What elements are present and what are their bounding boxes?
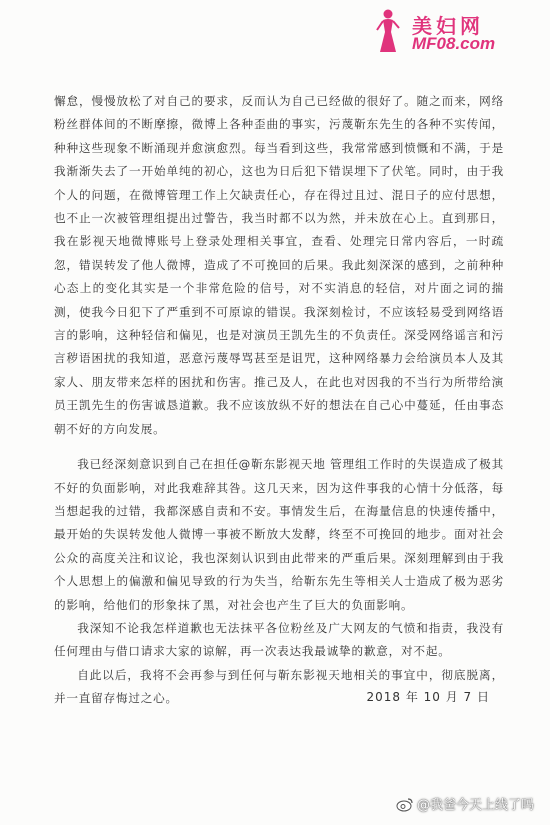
paragraph-2: 我已经深刻意识到自己在担任@靳东影视天地 管理组工作时的失误造成了极其不好的负面影响，对此我难辞其咎。这几天来，因为这件事我的心情十分低落，每当想起我的过错，我都深感自责和不安。事情发生后，在海量信息的快速传播中，最开始的失误转发他人微博一事被不断放大发酵，终至不可挽回的地步。面对社会公众的高度关注和议论，我也深刻认识到由此带来的严重后果。深刻理解到由于我个人思想上的偏激和偏见导致的行为失当，给靳东先生等相关人士造成了极为恶劣的影响，给他们的形象抹了黑，对社会也产生了巨大的负面影响。 bbox=[54, 457, 504, 612]
paragraph-3: 我深知不论我怎样道歉也无法抹平各位粉丝及广大网友的气愤和指责，我没有任何理由与借口请求大家的谅解，再一次表达我最诚挚的歉意，对不起。 bbox=[54, 620, 504, 659]
weibo-icon bbox=[396, 796, 414, 812]
site-logo[interactable] bbox=[372, 8, 532, 56]
weibo-watermark bbox=[396, 794, 534, 813]
woman-silhouette-icon bbox=[374, 8, 402, 54]
watermark-text: @我爸今天上线了吗 bbox=[416, 798, 534, 813]
statement-date: 2018 年 10 月 7 日 bbox=[366, 690, 490, 704]
logo-name: 美妇网 bbox=[412, 14, 484, 38]
paragraph-4: 自此以后，我将不会再参与到任何与靳东影视天地相关的事宜中，彻底脱离，并一直留存悔过之心。 bbox=[54, 667, 504, 706]
paragraph-1: 懈怠，慢慢放松了对自己的要求，反而认为自己已经做的很好了。随之而来，网络粉丝群体间的不断摩擦，微博上各种歪曲的事实，污蔑靳东先生的各种不实传闻，种种这些现象不断涌现并愈演愈烈。每当看到这些，我常常感到愤慨和不满，于是我渐渐失去了一开始单纯的初心，这也为日后犯下错误埋下了伏笔。同时，由于我个人的问题，在微博管理工作上欠缺责任心，存在得过且过、混日子的应付思想，也不止一次被管理组提出过警告，我当时都不以为然，并未放在心上。直到那日，我在影视天地微博账号上登录处理相关事宜，查看、处理完日常内容后，一时疏忽，错误转发了他人微博，造成了不可挽回的后果。我此刻深深的感到，之前种种心态上的变化其实是一个非常危险的信号，对不实消息的轻信，对片面之词的揣测，使我今日犯下了严重到不可原谅的错误。我深刻检讨，不应该轻易受到网络语言的影响，这种轻信和偏见，也是对演员王凯先生的不负责任。深受网络谣言和污言秽语困扰的我知道，恶意污蔑辱骂甚至是诅咒，这种网络暴力会给演员本人及其家人、朋友带来怎样的困扰和伤害。推己及人，在此也对因我的不当行为所带给演员王凯先生的伤害诚恳道歉。我不应该放纵不好的想法在自己心中蔓延，任由事态朝不好的方向发展。 bbox=[54, 94, 504, 436]
statement-body bbox=[54, 90, 504, 711]
logo-url: MF08.com bbox=[412, 34, 496, 53]
